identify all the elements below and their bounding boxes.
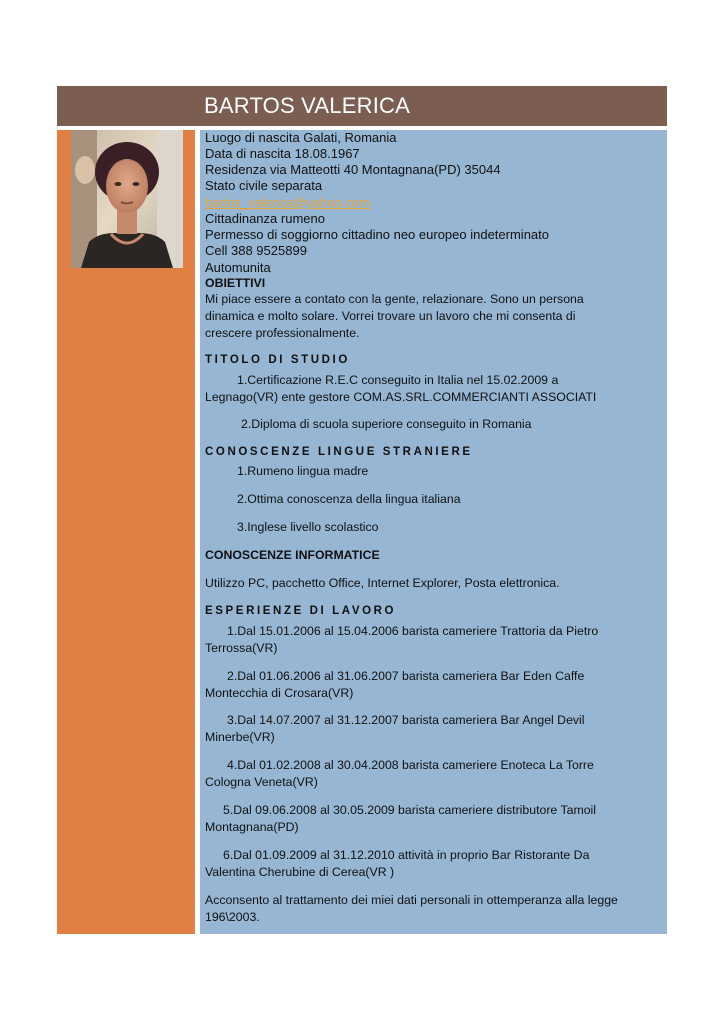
residence: Residenza via Matteotti 40 Montagnana(PD) 35044 xyxy=(205,162,501,177)
experience-item-cont: Minerbe(VR) xyxy=(205,730,275,744)
profile-photo xyxy=(71,130,183,268)
experience-item: 5.Dal 09.06.2008 al 30.05.2009 barista cameriere distributore Tamoil xyxy=(223,803,597,817)
civil-status: Stato civile separata xyxy=(205,178,323,193)
experience-item: 2.Dal 01.06.2006 al 31.06.2007 barista cameriera Bar Eden Caffe xyxy=(227,669,585,683)
birthdate: Data di nascita 18.08.1967 xyxy=(205,146,360,161)
experience-heading: ESPERIENZE DI LAVORO xyxy=(205,605,397,617)
email-link[interactable]: bartos_valerica@yahoo.com xyxy=(205,195,370,210)
citizenship: Cittadinanza rumeno xyxy=(205,211,325,226)
birthplace: Luogo di nascita Galati, Romania xyxy=(205,130,397,145)
experience-item-cont: Terrossa(VR) xyxy=(205,641,278,655)
education-item: 1.Certificazione R.E.C conseguito in Italia nel 15.02.2009 a xyxy=(237,373,559,387)
experience-item-cont: Montagnana(PD) xyxy=(205,820,299,834)
objectives-line: dinamica e molto solare. Vorrei trovare un lavoro che mi consenta di xyxy=(205,309,576,323)
education-item: 2.Diploma di scuola superiore conseguito in Romania xyxy=(241,417,532,431)
page-title: BARTOS VALERICA xyxy=(204,93,410,118)
objectives-line: Mi piace essere a contato con la gente, relazionare. Sono un persona xyxy=(205,292,584,306)
education-item-cont: Legnago(VR) ente gestore COM.AS.SRL.COMMERCIANTI ASSOCIATI xyxy=(205,390,597,404)
computer-text: Utilizzo PC, pacchetto Office, Internet Explorer, Posta elettronica. xyxy=(205,576,560,590)
permit: Permesso di soggiorno cittadino neo europeo indeterminato xyxy=(205,227,549,242)
experience-item: 1.Dal 15.01.2006 al 15.04.2006 barista cameriere Trattoria da Pietro xyxy=(227,624,599,638)
objectives-heading: OBIETTIVI xyxy=(205,276,266,290)
experience-item-cont: Cologna Veneta(VR) xyxy=(205,775,318,789)
consent-text: Acconsento al trattamento dei miei dati personali in ottemperanza alla legge xyxy=(205,893,618,907)
main-content xyxy=(200,130,667,934)
header-bar xyxy=(57,86,667,126)
objectives-line: crescere professionalmente. xyxy=(205,326,360,340)
languages-heading: CONOSCENZE LINGUE STRANIERE xyxy=(205,446,473,458)
experience-item-cont: Montecchia di Crosara(VR) xyxy=(205,686,354,700)
language-item: 2.Ottima conoscenza della lingua italiana xyxy=(237,492,461,506)
automunita: Automunita xyxy=(205,260,271,275)
education-heading: TITOLO DI STUDIO xyxy=(205,354,350,366)
consent-text: 196\2003. xyxy=(205,910,260,924)
portrait-image xyxy=(71,130,183,268)
computer-heading: CONOSCENZE INFORMATICE xyxy=(205,548,380,562)
phone: Cell 388 9525899 xyxy=(205,243,307,258)
language-item: 3.Inglese livello scolastico xyxy=(237,520,379,534)
experience-item: 3.Dal 14.07.2007 al 31.12.2007 barista cameriera Bar Angel Devil xyxy=(227,713,585,727)
left-sidebar xyxy=(57,130,195,934)
language-item: 1.Rumeno lingua madre xyxy=(237,464,369,478)
experience-item: 6.Dal 01.09.2009 al 31.12.2010 attività in proprio Bar Ristorante Da xyxy=(223,848,590,862)
experience-item-cont: Valentina Cherubine di Cerea(VR ) xyxy=(205,865,395,879)
experience-item: 4.Dal 01.02.2008 al 30.04.2008 barista cameriere Enoteca La Torre xyxy=(227,758,594,772)
